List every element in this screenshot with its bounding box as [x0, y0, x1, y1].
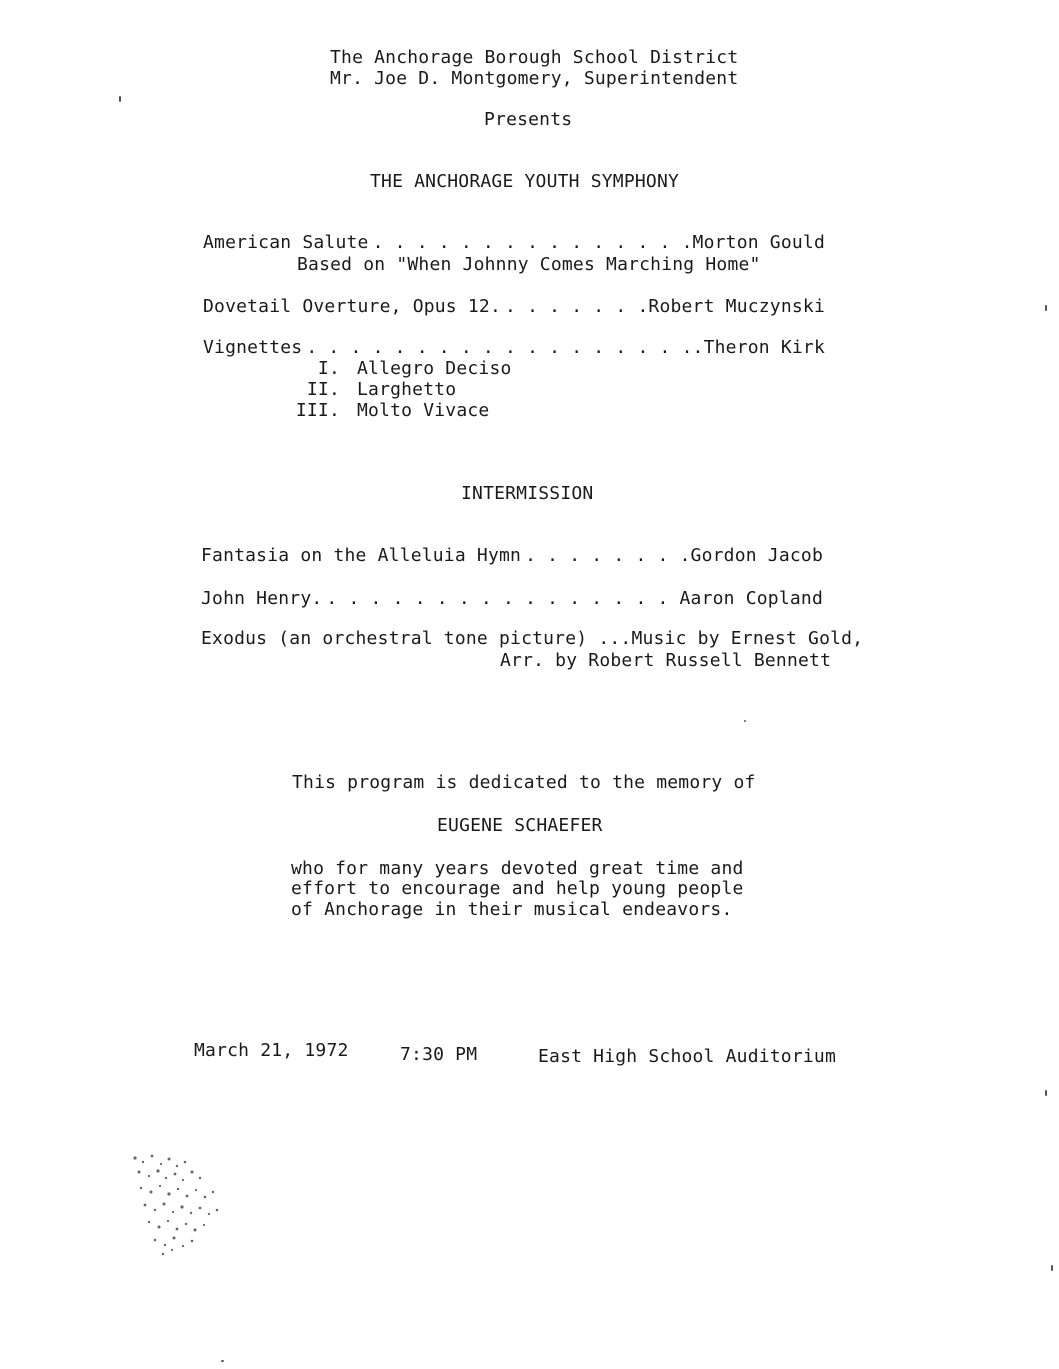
piece-title: Dovetail Overture, Opus 12. — [203, 296, 501, 317]
presents-label: Presents — [484, 109, 573, 130]
program-item-american-salute — [203, 233, 825, 253]
dedication-line-2: effort to encourage and help young people — [291, 878, 744, 899]
intermission-label: INTERMISSION — [461, 483, 594, 504]
program-item-vignettes — [203, 338, 825, 358]
composer-name: Aaron Copland — [679, 588, 823, 609]
movement-numeral: II. — [306, 379, 340, 400]
movement-name: Allegro Deciso — [357, 358, 512, 379]
movement-name: Larghetto — [357, 379, 457, 400]
movement-numeral: III. — [295, 400, 340, 421]
program-item-dovetail-overture — [203, 297, 825, 317]
honoree-name: EUGENE SCHAEFER — [437, 815, 603, 836]
leader-dots — [306, 338, 688, 358]
stray-mark — [1045, 1090, 1047, 1096]
event-time: 7:30 PM — [400, 1044, 478, 1065]
piece-title: Vignettes — [203, 337, 303, 358]
district-name: The Anchorage Borough School District — [330, 47, 739, 68]
piece-title: John Henry. — [201, 588, 323, 609]
stray-mark — [221, 1360, 224, 1362]
stray-mark — [1045, 305, 1047, 311]
composer-name: Gordon Jacob — [690, 545, 823, 566]
superintendent-line: Mr. Joe D. Montgomery, Superintendent — [330, 68, 739, 89]
leader-dots — [326, 589, 675, 609]
dedication-line-1: who for many years devoted great time and — [291, 858, 744, 879]
program-item-john-henry — [201, 589, 823, 609]
ensemble-title: THE ANCHORAGE YOUTH SYMPHONY — [370, 171, 680, 192]
program-item-exodus: Exodus (an orchestral tone picture) ...Music by Ernest Gold, — [201, 628, 864, 649]
paper-speckle-artifact — [125, 1150, 235, 1260]
dedication-intro: This program is dedicated to the memory of — [292, 772, 756, 793]
composer-name: .Theron Kirk — [692, 337, 825, 358]
dedication-line-3: of Anchorage in their musical endeavors. — [291, 899, 733, 920]
leader-dots — [505, 297, 644, 317]
movement-numeral: I. — [317, 358, 340, 379]
piece-title: Fantasia on the Alleluia Hymn — [201, 545, 522, 566]
event-venue: East High School Auditorium — [538, 1046, 836, 1067]
piece-title: American Salute — [203, 232, 369, 253]
leader-dots — [373, 233, 689, 253]
stray-mark — [744, 720, 746, 722]
stray-mark — [1051, 1265, 1053, 1271]
leader-dots — [525, 546, 686, 566]
composer-name: Robert Muczynski — [648, 296, 825, 317]
stray-mark — [119, 96, 121, 102]
movement-name: Molto Vivace — [357, 400, 490, 421]
event-date: March 21, 1972 — [194, 1040, 349, 1061]
piece-note: Based on "When Johnny Comes Marching Home" — [297, 254, 761, 275]
program-item-fantasia — [201, 546, 823, 566]
composer-name: Morton Gould — [692, 232, 825, 253]
arranger-credit: Arr. by Robert Russell Bennett — [500, 650, 832, 671]
